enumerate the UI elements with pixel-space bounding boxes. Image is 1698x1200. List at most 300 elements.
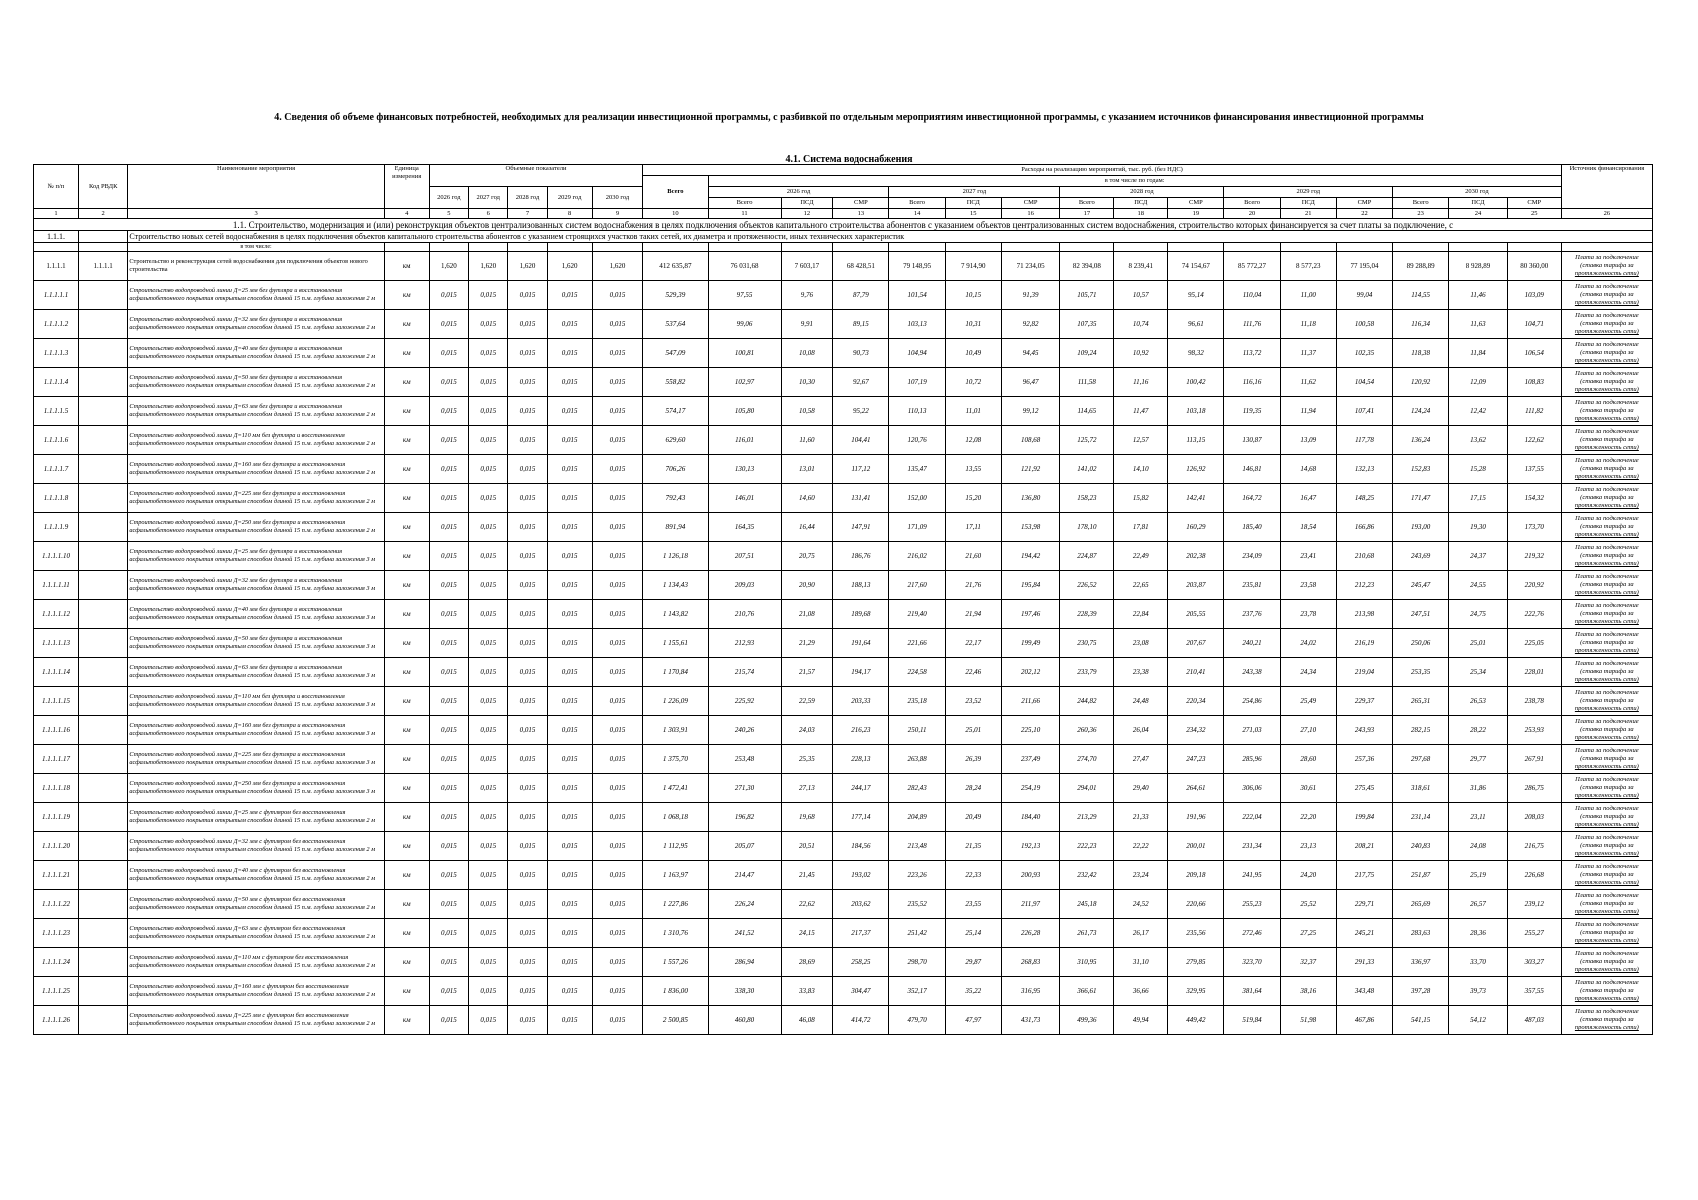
cost-value: 487,03 bbox=[1507, 1006, 1561, 1035]
cost-value: 231,14 bbox=[1393, 803, 1449, 832]
funding-source-line: Плата за подключение bbox=[1575, 776, 1639, 783]
column-number: 15 bbox=[945, 209, 1001, 219]
section-heading: 1.1. Строительство, модернизация и (или) реконструкция объектов централизованных систем водоснабжения в целях подключения объектов капитального строительства абонентов с указанием объектов централизованных систем водоснабжения, строительство которых финансируется за счет платы за подключение, с bbox=[34, 219, 1653, 231]
row-code bbox=[78, 832, 127, 861]
cost-value: 263,88 bbox=[889, 745, 945, 774]
cost-value: 21,76 bbox=[945, 571, 1001, 600]
volume-value: 0,015 bbox=[429, 803, 468, 832]
volume-value: 0,015 bbox=[592, 571, 643, 600]
cost-value: 226,52 bbox=[1060, 571, 1114, 600]
cost-value: 92,82 bbox=[1001, 310, 1059, 339]
volume-value: 0,015 bbox=[469, 339, 508, 368]
row-num: 1.1.1.1.16 bbox=[34, 716, 79, 745]
volume-value: 0,015 bbox=[508, 832, 547, 861]
cost-value: 100,58 bbox=[1336, 310, 1392, 339]
volume-value: 0,015 bbox=[592, 542, 643, 571]
funding-source bbox=[1561, 890, 1652, 919]
funding-source bbox=[1561, 716, 1652, 745]
cost-value: 237,76 bbox=[1224, 600, 1280, 629]
cost-value: 103,09 bbox=[1507, 281, 1561, 310]
funding-source-line: Плата за подключение bbox=[1575, 283, 1639, 290]
row-unit: км bbox=[384, 455, 429, 484]
cost-value: 215,74 bbox=[708, 658, 781, 687]
volume-value: 1,620 bbox=[592, 252, 643, 281]
cost-value: 12,42 bbox=[1449, 397, 1507, 426]
row-total: 1 134,43 bbox=[643, 571, 708, 600]
row-unit: км bbox=[384, 774, 429, 803]
cost-value: 240,26 bbox=[708, 716, 781, 745]
volume-value: 0,015 bbox=[429, 687, 468, 716]
cost-value: 110,13 bbox=[889, 397, 945, 426]
cost-value: 205,55 bbox=[1168, 600, 1224, 629]
cost-value: 216,75 bbox=[1507, 832, 1561, 861]
cost-value: 298,70 bbox=[889, 948, 945, 977]
cost-value: 208,03 bbox=[1507, 803, 1561, 832]
cost-value: 21,57 bbox=[781, 658, 833, 687]
cost-value: 10,74 bbox=[1114, 310, 1168, 339]
table-row bbox=[34, 832, 1653, 861]
row-num: 1.1.1.1.9 bbox=[34, 513, 79, 542]
cost-value: 153,98 bbox=[1001, 513, 1059, 542]
cost-value: 275,45 bbox=[1336, 774, 1392, 803]
cost-value: 216,02 bbox=[889, 542, 945, 571]
cost-value: 338,30 bbox=[708, 977, 781, 1006]
cost-value: 105,71 bbox=[1060, 281, 1114, 310]
row-code bbox=[78, 513, 127, 542]
row-total: 574,17 bbox=[643, 397, 708, 426]
cost-value: 32,37 bbox=[1280, 948, 1336, 977]
row-name: Строительство водопроводной линии Д=63 мм без футляра и восстановления асфальтобетонного покрытия открытым способом длиной 15 п.м. глубина заложения 3 м bbox=[128, 658, 384, 687]
funding-source-line: Плата за подключение bbox=[1575, 834, 1639, 841]
volume-value: 0,015 bbox=[429, 600, 468, 629]
cost-value: 267,91 bbox=[1507, 745, 1561, 774]
volume-value: 0,015 bbox=[547, 832, 592, 861]
volume-value: 0,015 bbox=[508, 600, 547, 629]
volume-value: 0,015 bbox=[592, 832, 643, 861]
header-sub: Всего bbox=[1393, 198, 1449, 209]
row-num: 1.1.1.1.10 bbox=[34, 542, 79, 571]
cost-value: 158,23 bbox=[1060, 484, 1114, 513]
cost-value: 253,48 bbox=[708, 745, 781, 774]
cost-value: 46,08 bbox=[781, 1006, 833, 1035]
cost-value: 12,57 bbox=[1114, 426, 1168, 455]
cost-value: 185,40 bbox=[1224, 513, 1280, 542]
volume-value: 0,015 bbox=[508, 687, 547, 716]
cost-value: 343,48 bbox=[1336, 977, 1392, 1006]
cost-value: 26,39 bbox=[945, 745, 1001, 774]
cost-value: 8 577,23 bbox=[1280, 252, 1336, 281]
cost-value: 24,37 bbox=[1449, 542, 1507, 571]
table-row bbox=[34, 658, 1653, 687]
funding-source-line: протяженность сети) bbox=[1574, 647, 1639, 654]
column-number: 14 bbox=[889, 209, 945, 219]
table-row bbox=[34, 281, 1653, 310]
cost-value: 219,04 bbox=[1336, 658, 1392, 687]
cost-value: 255,27 bbox=[1507, 919, 1561, 948]
column-number: 18 bbox=[1114, 209, 1168, 219]
volume-value: 0,015 bbox=[429, 513, 468, 542]
volume-value: 0,015 bbox=[469, 919, 508, 948]
volume-value: 0,015 bbox=[547, 774, 592, 803]
cost-value: 240,21 bbox=[1224, 629, 1280, 658]
cost-value: 15,82 bbox=[1114, 484, 1168, 513]
funding-source-line: (ставка тарифа за bbox=[1580, 581, 1634, 588]
cost-value: 207,67 bbox=[1168, 629, 1224, 658]
cost-value: 104,71 bbox=[1507, 310, 1561, 339]
cost-value: 85 772,27 bbox=[1224, 252, 1280, 281]
volume-value: 0,015 bbox=[547, 629, 592, 658]
row-code bbox=[78, 484, 127, 513]
cost-value: 152,83 bbox=[1393, 455, 1449, 484]
section-row bbox=[34, 219, 1653, 231]
row-name: Строительство водопроводной линии Д=225 мм без футляра и восстановления асфальтобетонного покрытия открытым способом длиной 15 п.м. глубина заложения 2 м bbox=[128, 484, 384, 513]
funding-source-line: Плата за подключение bbox=[1575, 370, 1639, 377]
cost-value: 24,15 bbox=[781, 919, 833, 948]
volume-value: 0,015 bbox=[429, 977, 468, 1006]
funding-source bbox=[1561, 1006, 1652, 1035]
volume-value: 0,015 bbox=[508, 919, 547, 948]
row-name: Строительство и реконструкция сетей водоснабжения для подключения объектов нового строительства bbox=[128, 252, 384, 281]
funding-source-line: (ставка тарифа за bbox=[1580, 1016, 1634, 1023]
funding-source-line: Плата за подключение bbox=[1575, 979, 1639, 986]
cost-value: 8 928,89 bbox=[1449, 252, 1507, 281]
cost-value: 130,87 bbox=[1224, 426, 1280, 455]
cost-value: 286,94 bbox=[708, 948, 781, 977]
volume-value: 0,015 bbox=[592, 629, 643, 658]
funding-source-line: (ставка тарифа за bbox=[1580, 378, 1634, 385]
volume-value: 0,015 bbox=[469, 484, 508, 513]
volume-value: 0,015 bbox=[508, 397, 547, 426]
cost-value: 152,00 bbox=[889, 484, 945, 513]
cost-value: 23,55 bbox=[945, 890, 1001, 919]
cost-value: 303,27 bbox=[1507, 948, 1561, 977]
table-row bbox=[34, 745, 1653, 774]
row-num: 1.1.1.1.20 bbox=[34, 832, 79, 861]
row-unit: км bbox=[384, 310, 429, 339]
cost-value: 282,43 bbox=[889, 774, 945, 803]
volume-value: 0,015 bbox=[429, 397, 468, 426]
cost-value: 16,47 bbox=[1280, 484, 1336, 513]
funding-source bbox=[1561, 281, 1652, 310]
volume-value: 0,015 bbox=[547, 890, 592, 919]
funding-source-line: протяженность сети) bbox=[1574, 792, 1639, 799]
cost-value: 74 154,67 bbox=[1168, 252, 1224, 281]
cost-value: 24,08 bbox=[1449, 832, 1507, 861]
cost-value: 220,92 bbox=[1507, 571, 1561, 600]
table-row bbox=[34, 919, 1653, 948]
cost-value: 216,23 bbox=[833, 716, 889, 745]
cost-value: 110,04 bbox=[1224, 281, 1280, 310]
volume-value: 0,015 bbox=[469, 281, 508, 310]
funding-source-line: Плата за подключение bbox=[1575, 573, 1639, 580]
funding-source-line: протяженность сети) bbox=[1574, 850, 1639, 857]
cost-value: 23,58 bbox=[1280, 571, 1336, 600]
cost-value: 25,19 bbox=[1449, 861, 1507, 890]
cost-value: 10,92 bbox=[1114, 339, 1168, 368]
funding-source bbox=[1561, 542, 1652, 571]
funding-source-line: Плата за подключение bbox=[1575, 254, 1639, 261]
cost-value: 216,19 bbox=[1336, 629, 1392, 658]
column-number: 4 bbox=[384, 209, 429, 219]
table-body bbox=[34, 219, 1653, 1035]
cost-value: 228,01 bbox=[1507, 658, 1561, 687]
cost-value: 11,60 bbox=[781, 426, 833, 455]
cost-value: 257,36 bbox=[1336, 745, 1392, 774]
volume-value: 0,015 bbox=[592, 455, 643, 484]
volume-value: 0,015 bbox=[429, 658, 468, 687]
funding-source-line: протяженность сети) bbox=[1574, 473, 1639, 480]
volume-value: 0,015 bbox=[592, 977, 643, 1006]
cost-value: 245,47 bbox=[1393, 571, 1449, 600]
table-row bbox=[34, 629, 1653, 658]
column-number: 10 bbox=[643, 209, 708, 219]
funding-source-line: Плата за подключение bbox=[1575, 863, 1639, 870]
volume-value: 0,015 bbox=[469, 977, 508, 1006]
volume-value: 0,015 bbox=[429, 484, 468, 513]
cost-value: 11,62 bbox=[1280, 368, 1336, 397]
header-costs: Расходы на реализацию мероприятий, тыс. руб. (без НДС) bbox=[643, 165, 1561, 176]
cost-value: 25,52 bbox=[1280, 890, 1336, 919]
cost-value: 21,45 bbox=[781, 861, 833, 890]
header-sub: СМР bbox=[833, 198, 889, 209]
cost-value: 352,17 bbox=[889, 977, 945, 1006]
volume-value: 0,015 bbox=[429, 542, 468, 571]
cost-value: 130,13 bbox=[708, 455, 781, 484]
cost-value: 33,70 bbox=[1449, 948, 1507, 977]
volume-value: 0,015 bbox=[469, 310, 508, 339]
funding-source-line: (ставка тарифа за bbox=[1580, 813, 1634, 820]
volume-value: 0,015 bbox=[508, 803, 547, 832]
cost-value: 217,75 bbox=[1336, 861, 1392, 890]
volume-value: 0,015 bbox=[469, 600, 508, 629]
funding-source bbox=[1561, 571, 1652, 600]
volume-value: 0,015 bbox=[508, 426, 547, 455]
cost-value: 102,35 bbox=[1336, 339, 1392, 368]
table-row bbox=[34, 977, 1653, 1006]
cost-value: 28,36 bbox=[1449, 919, 1507, 948]
volume-value: 0,015 bbox=[508, 774, 547, 803]
cost-value: 106,54 bbox=[1507, 339, 1561, 368]
cost-value: 304,47 bbox=[833, 977, 889, 1006]
cost-value: 21,33 bbox=[1114, 803, 1168, 832]
table-row bbox=[34, 542, 1653, 571]
funding-source-line: протяженность сети) bbox=[1574, 705, 1639, 712]
funding-source-line: (ставка тарифа за bbox=[1580, 523, 1634, 530]
cost-value: 11,16 bbox=[1114, 368, 1168, 397]
volume-value: 0,015 bbox=[547, 397, 592, 426]
cost-value: 291,33 bbox=[1336, 948, 1392, 977]
column-number: 2 bbox=[78, 209, 127, 219]
row-name: Строительство водопроводной линии Д=32 мм без футляра и восстановления асфальтобетонного покрытия открытым способом длиной 15 п.м. глубина заложения 3 м bbox=[128, 571, 384, 600]
cost-value: 297,68 bbox=[1393, 745, 1449, 774]
table-row bbox=[34, 716, 1653, 745]
cost-value: 23,11 bbox=[1449, 803, 1507, 832]
cost-value: 186,76 bbox=[833, 542, 889, 571]
column-number: 22 bbox=[1336, 209, 1392, 219]
row-num: 1.1.1.1.25 bbox=[34, 977, 79, 1006]
cost-value: 10,30 bbox=[781, 368, 833, 397]
cost-value: 197,46 bbox=[1001, 600, 1059, 629]
cost-value: 414,72 bbox=[833, 1006, 889, 1035]
header-sub: СМР bbox=[1507, 198, 1561, 209]
cost-value: 26,57 bbox=[1449, 890, 1507, 919]
volume-value: 0,015 bbox=[547, 455, 592, 484]
cost-value: 234,32 bbox=[1168, 716, 1224, 745]
funding-source-line: Плата за подключение bbox=[1575, 544, 1639, 551]
cost-value: 22,46 bbox=[945, 658, 1001, 687]
cost-value: 29,87 bbox=[945, 948, 1001, 977]
funding-source-line: Плата за подключение bbox=[1575, 602, 1639, 609]
cost-value: 114,55 bbox=[1393, 281, 1449, 310]
cost-value: 184,56 bbox=[833, 832, 889, 861]
cost-value: 9,76 bbox=[781, 281, 833, 310]
row-name: Строительство водопроводной линии Д=110 мм без футляра и восстановления асфальтобетонного покрытия открытым способом длиной 15 п.м. глубина заложения 2 м bbox=[128, 426, 384, 455]
row-code bbox=[78, 687, 127, 716]
cost-value: 204,89 bbox=[889, 803, 945, 832]
row-code bbox=[78, 861, 127, 890]
funding-source-line: протяженность сети) bbox=[1574, 879, 1639, 886]
funding-source-line: протяженность сети) bbox=[1574, 937, 1639, 944]
cost-value: 107,41 bbox=[1336, 397, 1392, 426]
funding-source-line: Плата за подключение bbox=[1575, 515, 1639, 522]
cost-value: 23,52 bbox=[945, 687, 1001, 716]
volume-value: 0,015 bbox=[592, 774, 643, 803]
cost-value: 118,38 bbox=[1393, 339, 1449, 368]
cost-value: 109,24 bbox=[1060, 339, 1114, 368]
cost-value: 98,32 bbox=[1168, 339, 1224, 368]
cost-value: 120,92 bbox=[1393, 368, 1449, 397]
cost-value: 253,35 bbox=[1393, 658, 1449, 687]
row-num: 1.1.1.1.11 bbox=[34, 571, 79, 600]
header-sub: Всего bbox=[1224, 198, 1280, 209]
funding-source-line: (ставка тарифа за bbox=[1580, 697, 1634, 704]
cost-value: 250,06 bbox=[1393, 629, 1449, 658]
row-code bbox=[78, 281, 127, 310]
cost-value: 11,84 bbox=[1449, 339, 1507, 368]
cost-value: 232,42 bbox=[1060, 861, 1114, 890]
cost-value: 192,13 bbox=[1001, 832, 1059, 861]
funding-source-line: протяженность сети) bbox=[1574, 676, 1639, 683]
cost-value: 318,61 bbox=[1393, 774, 1449, 803]
cost-value: 194,17 bbox=[833, 658, 889, 687]
cost-value: 160,29 bbox=[1168, 513, 1224, 542]
cost-value: 191,96 bbox=[1168, 803, 1224, 832]
cost-value: 35,22 bbox=[945, 977, 1001, 1006]
funding-source bbox=[1561, 745, 1652, 774]
row-total: 412 635,87 bbox=[643, 252, 708, 281]
cost-value: 316,95 bbox=[1001, 977, 1059, 1006]
cost-value: 111,76 bbox=[1224, 310, 1280, 339]
row-num: 1.1.1.1.7 bbox=[34, 455, 79, 484]
funding-source bbox=[1561, 339, 1652, 368]
cost-value: 100,42 bbox=[1168, 368, 1224, 397]
column-number: 12 bbox=[781, 209, 833, 219]
header-vol-year: 2030 год bbox=[592, 187, 643, 209]
volume-value: 0,015 bbox=[469, 513, 508, 542]
cost-value: 265,69 bbox=[1393, 890, 1449, 919]
cost-value: 251,87 bbox=[1393, 861, 1449, 890]
volume-value: 0,015 bbox=[429, 368, 468, 397]
cost-value: 279,85 bbox=[1168, 948, 1224, 977]
cost-value: 25,34 bbox=[1449, 658, 1507, 687]
funding-source-line: протяженность сети) bbox=[1574, 328, 1639, 335]
row-unit: км bbox=[384, 571, 429, 600]
cost-value: 202,12 bbox=[1001, 658, 1059, 687]
document-title: 4. Сведения об объеме финансовых потребностей, необходимых для реализации инвестиционной программы, с разбивкой по отдельным мероприятиям инвестиционной программы, с указанием источников финансирования инвестиционной программы bbox=[274, 112, 1424, 123]
column-number: 25 bbox=[1507, 209, 1561, 219]
volume-value: 0,015 bbox=[547, 716, 592, 745]
cost-value: 243,69 bbox=[1393, 542, 1449, 571]
cost-value: 27,13 bbox=[781, 774, 833, 803]
volume-value: 0,015 bbox=[547, 310, 592, 339]
cost-value: 194,42 bbox=[1001, 542, 1059, 571]
funding-source bbox=[1561, 426, 1652, 455]
cost-value: 22,65 bbox=[1114, 571, 1168, 600]
cost-value: 99,04 bbox=[1336, 281, 1392, 310]
row-code bbox=[78, 716, 127, 745]
cost-value: 209,18 bbox=[1168, 861, 1224, 890]
volume-value: 0,015 bbox=[508, 542, 547, 571]
cost-value: 100,81 bbox=[708, 339, 781, 368]
cost-value: 366,61 bbox=[1060, 977, 1114, 1006]
cost-value: 294,01 bbox=[1060, 774, 1114, 803]
cost-value: 10,08 bbox=[781, 339, 833, 368]
funding-source-line: (ставка тарифа за bbox=[1580, 349, 1634, 356]
volume-value: 0,015 bbox=[592, 513, 643, 542]
cost-value: 210,68 bbox=[1336, 542, 1392, 571]
row-num: 1.1.1.1.13 bbox=[34, 629, 79, 658]
table-row bbox=[34, 600, 1653, 629]
cost-value: 82 394,08 bbox=[1060, 252, 1114, 281]
table-row bbox=[34, 397, 1653, 426]
cost-value: 14,68 bbox=[1280, 455, 1336, 484]
cost-value: 25,49 bbox=[1280, 687, 1336, 716]
cost-value: 23,41 bbox=[1280, 542, 1336, 571]
volume-value: 0,015 bbox=[592, 803, 643, 832]
volume-value: 0,015 bbox=[592, 310, 643, 339]
cost-value: 24,55 bbox=[1449, 571, 1507, 600]
cost-value: 148,25 bbox=[1336, 484, 1392, 513]
funding-source-line: протяженность сети) bbox=[1574, 502, 1639, 509]
cost-value: 203,33 bbox=[833, 687, 889, 716]
funding-source-line: Плата за подключение bbox=[1575, 312, 1639, 319]
cost-value: 17,11 bbox=[945, 513, 1001, 542]
volume-value: 0,015 bbox=[547, 687, 592, 716]
cost-value: 229,71 bbox=[1336, 890, 1392, 919]
cost-value: 235,56 bbox=[1168, 919, 1224, 948]
cost-value: 217,60 bbox=[889, 571, 945, 600]
table-row bbox=[34, 339, 1653, 368]
cost-value: 13,55 bbox=[945, 455, 1001, 484]
row-num: 1.1.1.1.14 bbox=[34, 658, 79, 687]
funding-source-line: протяженность сети) bbox=[1574, 995, 1639, 1002]
funding-source bbox=[1561, 600, 1652, 629]
row-code bbox=[78, 455, 127, 484]
funding-source bbox=[1561, 397, 1652, 426]
row-code bbox=[78, 745, 127, 774]
cost-value: 13,62 bbox=[1449, 426, 1507, 455]
row-unit: км bbox=[384, 1006, 429, 1035]
funding-source-line: (ставка тарифа за bbox=[1580, 755, 1634, 762]
cost-value: 141,02 bbox=[1060, 455, 1114, 484]
row-code bbox=[78, 948, 127, 977]
funding-source-line: Плата за подключение bbox=[1575, 892, 1639, 899]
column-number: 20 bbox=[1224, 209, 1280, 219]
volume-value: 0,015 bbox=[508, 339, 547, 368]
volume-value: 0,015 bbox=[592, 600, 643, 629]
cost-value: 79 148,95 bbox=[889, 252, 945, 281]
cost-value: 241,95 bbox=[1224, 861, 1280, 890]
